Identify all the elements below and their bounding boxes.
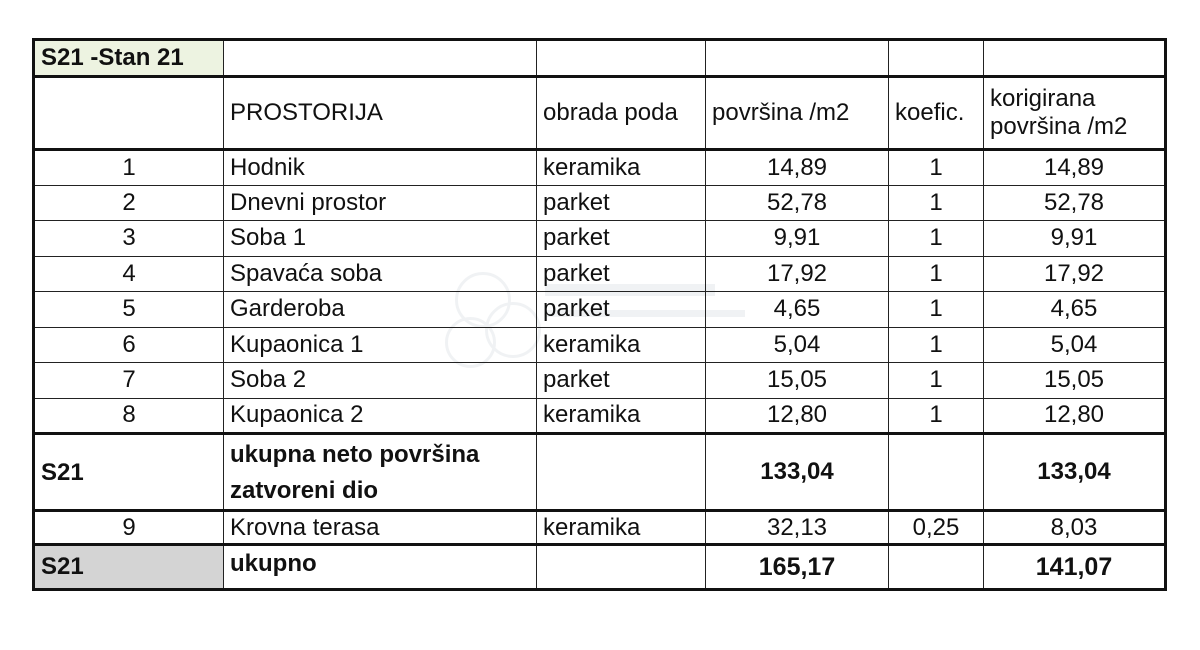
row-room: Soba 1 — [224, 221, 537, 257]
table-row — [34, 150, 1166, 186]
header-corrected-line1: korigirana — [990, 85, 1096, 113]
sheet-title: S21 -Stan 21 — [34, 40, 224, 77]
row-coef: 1 — [889, 327, 984, 363]
net-total-corrected: 133,04 — [984, 434, 1166, 511]
row-area: 12,80 — [706, 398, 889, 434]
row-coef: 1 — [889, 398, 984, 434]
row-area: 52,78 — [706, 185, 889, 221]
row-corrected: 14,89 — [984, 150, 1166, 186]
table-row — [34, 327, 1166, 363]
empty-cell — [537, 40, 706, 77]
table-row — [34, 292, 1166, 328]
row-coef: 1 — [889, 185, 984, 221]
terrace-row — [34, 511, 1166, 545]
row-coef: 1 — [889, 256, 984, 292]
net-total-label — [224, 434, 537, 511]
row-area: 14,89 — [706, 150, 889, 186]
header-area: površina /m2 — [706, 77, 889, 150]
grand-total-area: 165,17 — [706, 545, 889, 590]
row-num: 8 — [34, 398, 224, 434]
header-floor: obrada poda — [537, 77, 706, 150]
grand-total-corrected: 141,07 — [984, 545, 1166, 590]
empty-cell — [984, 40, 1166, 77]
net-total-row — [34, 434, 1166, 511]
grand-total-label: ukupno — [224, 545, 537, 590]
row-corrected: 17,92 — [984, 256, 1166, 292]
row-room: Dnevni prostor — [224, 185, 537, 221]
grand-total-row — [34, 545, 1166, 590]
net-total-area: 133,04 — [706, 434, 889, 511]
row-floor: parket — [537, 292, 706, 328]
row-floor: keramika — [537, 150, 706, 186]
net-total-label-line1: ukupna neto površina — [230, 441, 480, 468]
row-room: Soba 2 — [224, 363, 537, 399]
terrace-corrected: 8,03 — [984, 511, 1166, 545]
terrace-coef: 0,25 — [889, 511, 984, 545]
row-num: 7 — [34, 363, 224, 399]
row-num: 4 — [34, 256, 224, 292]
table-row — [34, 185, 1166, 221]
empty-cell — [889, 545, 984, 590]
row-room: Kupaonica 1 — [224, 327, 537, 363]
header-coef: koefic. — [889, 77, 984, 150]
row-floor: parket — [537, 363, 706, 399]
row-corrected: 4,65 — [984, 292, 1166, 328]
header-corrected — [984, 77, 1166, 150]
terrace-area: 32,13 — [706, 511, 889, 545]
row-floor: keramika — [537, 398, 706, 434]
terrace-floor: keramika — [537, 511, 706, 545]
empty-cell — [224, 40, 537, 77]
row-area: 17,92 — [706, 256, 889, 292]
row-area: 5,04 — [706, 327, 889, 363]
row-corrected: 12,80 — [984, 398, 1166, 434]
row-floor: parket — [537, 185, 706, 221]
row-num: 6 — [34, 327, 224, 363]
row-area: 15,05 — [706, 363, 889, 399]
row-corrected: 5,04 — [984, 327, 1166, 363]
header-corrected-line2: površina /m2 — [990, 113, 1128, 140]
row-num: 1 — [34, 150, 224, 186]
row-coef: 1 — [889, 292, 984, 328]
row-corrected: 15,05 — [984, 363, 1166, 399]
row-floor: parket — [537, 256, 706, 292]
table-row — [34, 221, 1166, 257]
grand-total-code: S21 — [34, 545, 224, 590]
empty-cell — [889, 434, 984, 511]
row-coef: 1 — [889, 150, 984, 186]
row-floor: keramika — [537, 327, 706, 363]
area-table — [32, 38, 1167, 591]
row-room: Spavaća soba — [224, 256, 537, 292]
row-floor: parket — [537, 221, 706, 257]
row-room: Garderoba — [224, 292, 537, 328]
empty-cell — [889, 40, 984, 77]
empty-cell — [537, 545, 706, 590]
row-corrected: 52,78 — [984, 185, 1166, 221]
net-total-code: S21 — [34, 434, 224, 511]
header-room: PROSTORIJA — [224, 77, 537, 150]
row-room: Hodnik — [224, 150, 537, 186]
terrace-room: Krovna terasa — [224, 511, 537, 545]
row-num: 5 — [34, 292, 224, 328]
table-row — [34, 256, 1166, 292]
table-row — [34, 363, 1166, 399]
row-coef: 1 — [889, 363, 984, 399]
row-coef: 1 — [889, 221, 984, 257]
header-num — [34, 77, 224, 150]
terrace-num: 9 — [34, 511, 224, 545]
empty-cell — [537, 434, 706, 511]
header-row — [34, 77, 1166, 150]
row-room: Kupaonica 2 — [224, 398, 537, 434]
row-area: 4,65 — [706, 292, 889, 328]
net-total-label-line2: zatvoreni dio — [230, 477, 379, 504]
table-row — [34, 398, 1166, 434]
row-num: 2 — [34, 185, 224, 221]
title-row — [34, 40, 1166, 77]
row-corrected: 9,91 — [984, 221, 1166, 257]
row-num: 3 — [34, 221, 224, 257]
row-area: 9,91 — [706, 221, 889, 257]
empty-cell — [706, 40, 889, 77]
